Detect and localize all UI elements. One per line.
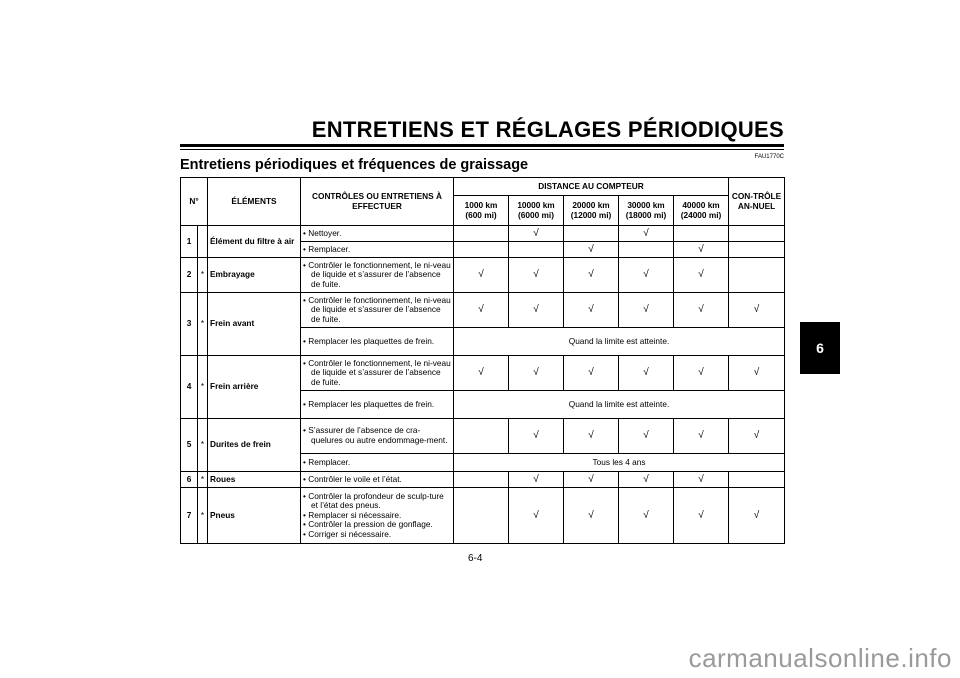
row-item: Durites de frein [208, 419, 301, 472]
header-interval [564, 196, 619, 226]
page-number: 6-4 [468, 553, 483, 564]
header-rule-thick [180, 144, 784, 147]
table-row [181, 226, 785, 242]
interval-note: Quand la limite est atteinte. [454, 328, 785, 356]
action-line: • Remplacer les plaquettes de frein. [303, 398, 435, 409]
table-row [181, 472, 785, 488]
check-mark: √ [729, 293, 785, 328]
row-number: 5 [181, 419, 198, 472]
interval-mi: (6000 mi) [518, 209, 554, 220]
check-mark: √ [674, 356, 729, 391]
interval-mi: (12000 mi) [570, 209, 612, 220]
row-number: 3 [181, 293, 198, 356]
empty-cell [619, 242, 674, 258]
table-row [181, 258, 785, 293]
check-mark: √ [564, 242, 619, 258]
header-interval [454, 196, 509, 226]
action-line: • Contrôler le fonctionnement, le ni-veau de liquide et s’assurer de l’absence de fuite. [303, 259, 451, 289]
row-item: Pneus [208, 488, 301, 544]
check-mark: √ [619, 293, 674, 328]
action-line: • Remplacer. [303, 456, 351, 467]
row-action [301, 226, 454, 242]
check-mark: √ [454, 293, 509, 328]
row-action [301, 454, 454, 472]
table-row [181, 356, 785, 391]
check-mark: √ [509, 258, 564, 293]
action-line: • Contrôler le voile et l’état. [303, 473, 402, 484]
row-item: Élément du filtre à air [208, 226, 301, 258]
row-action [301, 488, 454, 544]
row-item: Frein avant [208, 293, 301, 356]
row-item: Embrayage [208, 258, 301, 293]
action-line: • Remplacer les plaquettes de frein. [303, 335, 435, 346]
check-mark: √ [674, 258, 729, 293]
action-line: • S’assurer de l’absence de cra-quelures ou autre endommage-ment. [303, 425, 448, 445]
header-distance: DISTANCE AU COMPTEUR [454, 178, 729, 196]
interval-km: 1000 km [464, 199, 498, 210]
row-asterisk: * [198, 472, 208, 488]
check-mark: √ [564, 258, 619, 293]
section-code: FAU1770C [754, 154, 784, 160]
check-mark: √ [509, 226, 564, 242]
check-mark: √ [619, 488, 674, 544]
header-items: ÉLÉMENTS [208, 178, 301, 226]
row-number: 6 [181, 472, 198, 488]
empty-cell [729, 472, 785, 488]
row-asterisk: * [198, 258, 208, 293]
row-number: 7 [181, 488, 198, 544]
check-mark: √ [674, 293, 729, 328]
check-mark: √ [564, 488, 619, 544]
row-asterisk [198, 226, 208, 258]
check-mark: √ [619, 258, 674, 293]
check-mark: √ [729, 356, 785, 391]
header-interval [509, 196, 564, 226]
check-mark: √ [674, 242, 729, 258]
empty-cell [454, 226, 509, 242]
header-checks: CONTRÔLES OU ENTRETIENS À EFFECTUER [301, 178, 454, 226]
check-mark: √ [454, 356, 509, 391]
row-number: 4 [181, 356, 198, 419]
row-number: 1 [181, 226, 198, 258]
row-item: Frein arrière [208, 356, 301, 419]
action-line: • Contrôler la pression de gonflage. [303, 519, 433, 530]
row-action [301, 328, 454, 356]
check-mark: √ [674, 472, 729, 488]
header-rule-thin [180, 149, 784, 150]
check-mark: √ [564, 356, 619, 391]
row-action [301, 419, 454, 454]
interval-note: Tous les 4 ans [454, 454, 785, 472]
row-asterisk: * [198, 356, 208, 419]
action-line: • Contrôler la profondeur de sculp-ture et l’état des pneus. [303, 490, 444, 511]
row-action [301, 242, 454, 258]
header-annual: CON-TRÔLE AN-NUEL [729, 178, 785, 226]
maintenance-table [180, 177, 785, 544]
check-mark: √ [509, 356, 564, 391]
interval-note: Quand la limite est atteinte. [454, 391, 785, 419]
interval-mi: (24000 mi) [680, 209, 722, 220]
row-asterisk: * [198, 488, 208, 544]
check-mark: √ [619, 356, 674, 391]
page-header-title: ENTRETIENS ET RÉGLAGES PÉRIODIQUES [311, 117, 784, 142]
empty-cell [509, 242, 564, 258]
check-mark: √ [729, 488, 785, 544]
action-line: • Contrôler le fonctionnement, le ni-veau de liquide et s’assurer de l’absence de fuite. [303, 294, 451, 324]
empty-cell [674, 226, 729, 242]
header-interval [674, 196, 729, 226]
row-asterisk: * [198, 419, 208, 472]
interval-km: 20000 km [572, 199, 610, 210]
row-action [301, 258, 454, 293]
action-line: • Nettoyer. [303, 227, 342, 238]
row-action [301, 356, 454, 391]
action-line: • Corriger si nécessaire. [303, 528, 392, 539]
empty-cell [729, 258, 785, 293]
header-num: N° [181, 178, 208, 226]
row-item: Roues [208, 472, 301, 488]
row-action [301, 472, 454, 488]
empty-cell [729, 242, 785, 258]
action-line: • Remplacer. [303, 243, 351, 254]
interval-mi: (600 mi) [465, 209, 497, 220]
row-action [301, 391, 454, 419]
check-mark: √ [619, 472, 674, 488]
check-mark: √ [619, 419, 674, 454]
action-line: • Contrôler le fonctionnement, le ni-veau de liquide et s’assurer de l’absence de fuite. [303, 357, 451, 387]
check-mark: √ [674, 488, 729, 544]
check-mark: √ [564, 293, 619, 328]
interval-km: 30000 km [627, 199, 665, 210]
interval-mi: (18000 mi) [625, 209, 667, 220]
empty-cell [454, 242, 509, 258]
chapter-tab[interactable]: 6 [800, 322, 840, 374]
check-mark: √ [509, 419, 564, 454]
check-mark: √ [509, 293, 564, 328]
table-row [181, 293, 785, 328]
section-title: Entretiens périodiques et fréquences de graissage [180, 157, 529, 173]
check-mark: √ [564, 472, 619, 488]
interval-km: 40000 km [682, 199, 720, 210]
interval-km: 10000 km [517, 199, 555, 210]
row-asterisk: * [198, 293, 208, 356]
check-mark: √ [454, 258, 509, 293]
check-mark: √ [564, 419, 619, 454]
watermark: carmanualsonline.info [688, 643, 952, 673]
empty-cell [564, 226, 619, 242]
empty-cell [454, 419, 509, 454]
table-row [181, 488, 785, 544]
table-row [181, 419, 785, 454]
header-interval [619, 196, 674, 226]
empty-cell [729, 226, 785, 242]
empty-cell [454, 472, 509, 488]
action-line: • Remplacer si nécessaire. [303, 509, 402, 520]
check-mark: √ [619, 226, 674, 242]
check-mark: √ [674, 419, 729, 454]
row-number: 2 [181, 258, 198, 293]
row-action [301, 293, 454, 328]
empty-cell [454, 488, 509, 544]
check-mark: √ [729, 419, 785, 454]
check-mark: √ [509, 472, 564, 488]
check-mark: √ [509, 488, 564, 544]
